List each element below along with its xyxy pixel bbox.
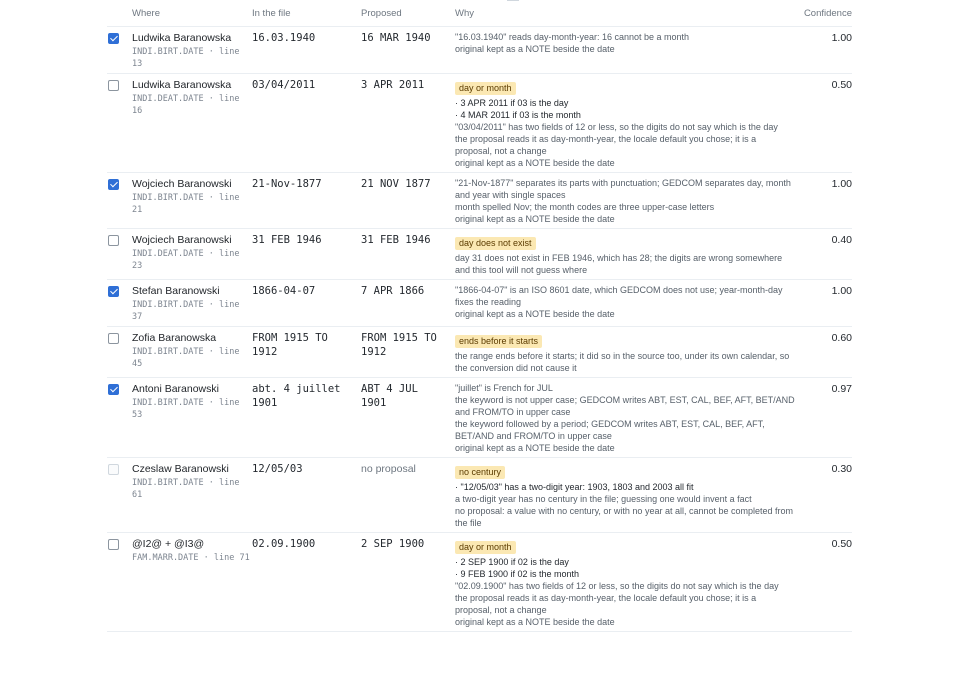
in-file-cell: [252, 327, 361, 378]
proposed-cell: [361, 229, 455, 280]
gedcom-location: INDI.BIRT.DATE · line 13: [132, 47, 240, 69]
explanation-note: "16.03.1940" reads day-month-year: 16 cannot be a month: [455, 32, 690, 42]
explanation-note: no proposal: a value with no century, or with no year at all, cannot be completed from the file: [455, 506, 794, 528]
explanation-note: month spelled Nov; the month codes are three upper-case letters: [455, 202, 715, 212]
select-cell: [107, 327, 132, 378]
gedcom-location: INDI.DEAT.DATE · line 23: [132, 249, 240, 271]
confidence-value: 1.00: [831, 178, 852, 190]
gedcom-location: FAM.MARR.DATE · line 71: [132, 553, 250, 563]
explanation-note: original kept as a NOTE beside the date: [455, 214, 615, 224]
explanation-note: the proposal reads it as day-month-year, the locale default you chose; it is a proposal, not a change: [455, 134, 757, 156]
original-date: abt. 4 juillet 1901: [252, 383, 341, 409]
in-file-cell: [252, 229, 361, 280]
proposed-date: ABT 4 JUL 1901: [361, 383, 418, 409]
original-date: 1866-04-07: [252, 285, 316, 297]
row-checkbox[interactable]: [108, 384, 119, 395]
review-panel: [107, 0, 852, 632]
no-proposal-label: no proposal: [361, 463, 416, 475]
where-cell: [132, 327, 252, 378]
person-name: @I2@ + @I3@: [132, 538, 205, 550]
person-name: Czeslaw Baranowski: [132, 463, 229, 475]
row-checkbox: [108, 464, 119, 475]
person-name: Ludwika Baranowska: [132, 79, 232, 91]
proposed-cell: [361, 27, 455, 74]
table-row: [107, 378, 852, 458]
row-checkbox[interactable]: [108, 286, 119, 297]
header-in-file: In the file: [252, 0, 361, 27]
confidence-cell: [795, 378, 852, 458]
proposed-cell: [361, 74, 455, 173]
confidence-cell: [795, 327, 852, 378]
where-cell: [132, 229, 252, 280]
where-cell: [132, 458, 252, 533]
explanation-note: "21-Nov-1877" separates its parts with punctuation; GEDCOM separates day, month and year with single spaces: [455, 178, 791, 200]
in-file-cell: [252, 74, 361, 173]
confidence-cell: [795, 533, 852, 632]
explanation-note: "03/04/2011" has two fields of 12 or less, so the digits do not say which is the day: [455, 122, 778, 132]
explanation-note: original kept as a NOTE beside the date: [455, 309, 615, 319]
proposed-date: FROM 1915 TO 1912: [361, 332, 437, 358]
select-cell: [107, 533, 132, 632]
confidence-cell: [795, 74, 852, 173]
explanation-note: original kept as a NOTE beside the date: [455, 443, 615, 453]
gedcom-location: INDI.BIRT.DATE · line 61: [132, 478, 240, 500]
original-date: 03/04/2011: [252, 79, 316, 91]
table-row: [107, 327, 852, 378]
proposed-cell: [361, 327, 455, 378]
table-header: [107, 0, 852, 27]
proposed-cell: [361, 378, 455, 458]
confidence-cell: [795, 229, 852, 280]
person-name: Wojciech Baranowski: [132, 178, 232, 190]
row-checkbox[interactable]: [108, 80, 119, 91]
issue-badge: day does not exist: [455, 237, 536, 250]
header-proposed: Proposed: [361, 0, 455, 27]
alternative-reading: · 2 SEP 1900 if 02 is the day: [455, 557, 569, 567]
original-date: 02.09.1900: [252, 538, 316, 550]
proposed-cell: [361, 458, 455, 533]
select-cell: [107, 229, 132, 280]
table-row: [107, 458, 852, 533]
select-cell: [107, 74, 132, 173]
why-cell: [455, 378, 795, 458]
date-review-table: [107, 0, 852, 632]
alternative-reading: · 3 APR 2011 if 03 is the day: [455, 98, 569, 108]
why-cell: [455, 27, 795, 74]
confidence-cell: [795, 458, 852, 533]
where-cell: [132, 74, 252, 173]
header-confidence: Confidence: [795, 0, 852, 27]
row-checkbox[interactable]: [108, 33, 119, 44]
why-cell: [455, 458, 795, 533]
proposed-date: 31 FEB 1946: [361, 234, 431, 246]
proposed-date: 2 SEP 1900: [361, 538, 425, 550]
in-file-cell: [252, 173, 361, 229]
person-name: Ludwika Baranowska: [132, 32, 232, 44]
explanation-note: "02.09.1900" has two fields of 12 or less, so the digits do not say which is the day: [455, 581, 779, 591]
gedcom-location: INDI.DEAT.DATE · line 16: [132, 94, 240, 116]
proposed-date: 21 NOV 1877: [361, 178, 431, 190]
alternative-reading: · 4 MAR 2011 if 03 is the month: [455, 110, 581, 120]
person-name: Wojciech Baranowski: [132, 234, 232, 246]
gedcom-location: INDI.BIRT.DATE · line 53: [132, 398, 240, 420]
where-cell: [132, 27, 252, 74]
proposed-cell: [361, 173, 455, 229]
why-cell: [455, 280, 795, 327]
explanation-note: the proposal reads it as day-month-year, the locale default you chose; it is a proposal, not a change: [455, 593, 757, 615]
explanation-note: original kept as a NOTE beside the date: [455, 44, 615, 54]
original-date: FROM 1915 TO 1912: [252, 332, 328, 358]
why-cell: [455, 533, 795, 632]
explanation-note: day 31 does not exist in FEB 1946, which has 28; the digits are wrong somewhere and this tool will not guess where: [455, 253, 783, 275]
explanation-note: the range ends before it starts; it did so in the source too, under its own calendar, so the conversion did not cause it: [455, 351, 790, 373]
confidence-value: 1.00: [831, 285, 852, 297]
confidence-value: 0.30: [831, 463, 852, 475]
issue-badge: no century: [455, 466, 505, 479]
why-cell: [455, 327, 795, 378]
table-row: [107, 27, 852, 74]
original-date: 16.03.1940: [252, 32, 316, 44]
confidence-value: 0.40: [831, 234, 852, 246]
confidence-value: 0.60: [831, 332, 852, 344]
proposed-date: 7 APR 1866: [361, 285, 425, 297]
explanation-note: "juillet" is French for JUL: [455, 383, 553, 393]
explanation-note: a two-digit year has no century in the file; guessing one would invent a fact: [455, 494, 752, 504]
header-select: [107, 0, 132, 27]
why-cell: [455, 173, 795, 229]
issue-badge: ends before it starts: [455, 335, 542, 348]
confidence-cell: [795, 173, 852, 229]
select-cell: [107, 378, 132, 458]
table-body: [107, 27, 852, 632]
explanation-note: "1866-04-07" is an ISO 8601 date, which GEDCOM does not use; year-month-day fixes the reading: [455, 285, 783, 307]
in-file-cell: [252, 27, 361, 74]
header-why: Why: [455, 0, 795, 27]
issue-badge: day or month: [455, 541, 516, 554]
why-cell: [455, 74, 795, 173]
row-checkbox[interactable]: [108, 539, 119, 550]
explanation-note: original kept as a NOTE beside the date: [455, 158, 615, 168]
row-checkbox[interactable]: [108, 235, 119, 246]
table-row: [107, 173, 852, 229]
original-date: 12/05/03: [252, 463, 303, 475]
gedcom-location: INDI.BIRT.DATE · line 37: [132, 300, 240, 322]
alternative-reading: · 9 FEB 1900 if 02 is the month: [455, 569, 580, 579]
row-checkbox[interactable]: [108, 179, 119, 190]
confidence-cell: [795, 280, 852, 327]
row-checkbox[interactable]: [108, 333, 119, 344]
select-cell: [107, 173, 132, 229]
where-cell: [132, 533, 252, 632]
where-cell: [132, 378, 252, 458]
in-file-cell: [252, 378, 361, 458]
confidence-value: 0.50: [831, 538, 852, 550]
confidence-value: 1.00: [831, 32, 852, 44]
original-date: 21-Nov-1877: [252, 178, 322, 190]
where-cell: [132, 173, 252, 229]
gedcom-location: INDI.BIRT.DATE · line 45: [132, 347, 240, 369]
original-date: 31 FEB 1946: [252, 234, 322, 246]
person-name: Stefan Baranowski: [132, 285, 220, 297]
in-file-cell: [252, 280, 361, 327]
select-cell: [107, 280, 132, 327]
explanation-note: original kept as a NOTE beside the date: [455, 617, 615, 627]
why-cell: [455, 229, 795, 280]
proposed-date: 3 APR 2011: [361, 79, 425, 91]
table-row: [107, 280, 852, 327]
proposed-cell: [361, 533, 455, 632]
proposed-date: 16 MAR 1940: [361, 32, 431, 44]
select-cell: [107, 458, 132, 533]
person-name: Antoni Baranowski: [132, 383, 219, 395]
confidence-cell: [795, 27, 852, 74]
table-row: [107, 74, 852, 173]
person-name: Zofia Baranowska: [132, 332, 217, 344]
proposed-cell: [361, 280, 455, 327]
in-file-cell: [252, 458, 361, 533]
explanation-note: the keyword followed by a period; GEDCOM writes ABT, EST, CAL, BEF, AFT, BET/AND and FROM/TO in upper case: [455, 419, 765, 441]
gedcom-location: INDI.BIRT.DATE · line 21: [132, 193, 240, 215]
confidence-value: 0.97: [831, 383, 852, 395]
where-cell: [132, 280, 252, 327]
issue-badge: day or month: [455, 82, 516, 95]
in-file-cell: [252, 533, 361, 632]
confidence-value: 0.50: [831, 79, 852, 91]
table-row: [107, 533, 852, 632]
explanation-note: the keyword is not upper case; GEDCOM writes ABT, EST, CAL, BEF, AFT, BET/AND and FROM/TO in upper case: [455, 395, 795, 417]
select-cell: [107, 27, 132, 74]
table-row: [107, 229, 852, 280]
header-where: Where: [132, 0, 252, 27]
alternative-reading: · "12/05/03" has a two-digit year: 1903, 1803 and 2003 all fit: [455, 482, 694, 492]
